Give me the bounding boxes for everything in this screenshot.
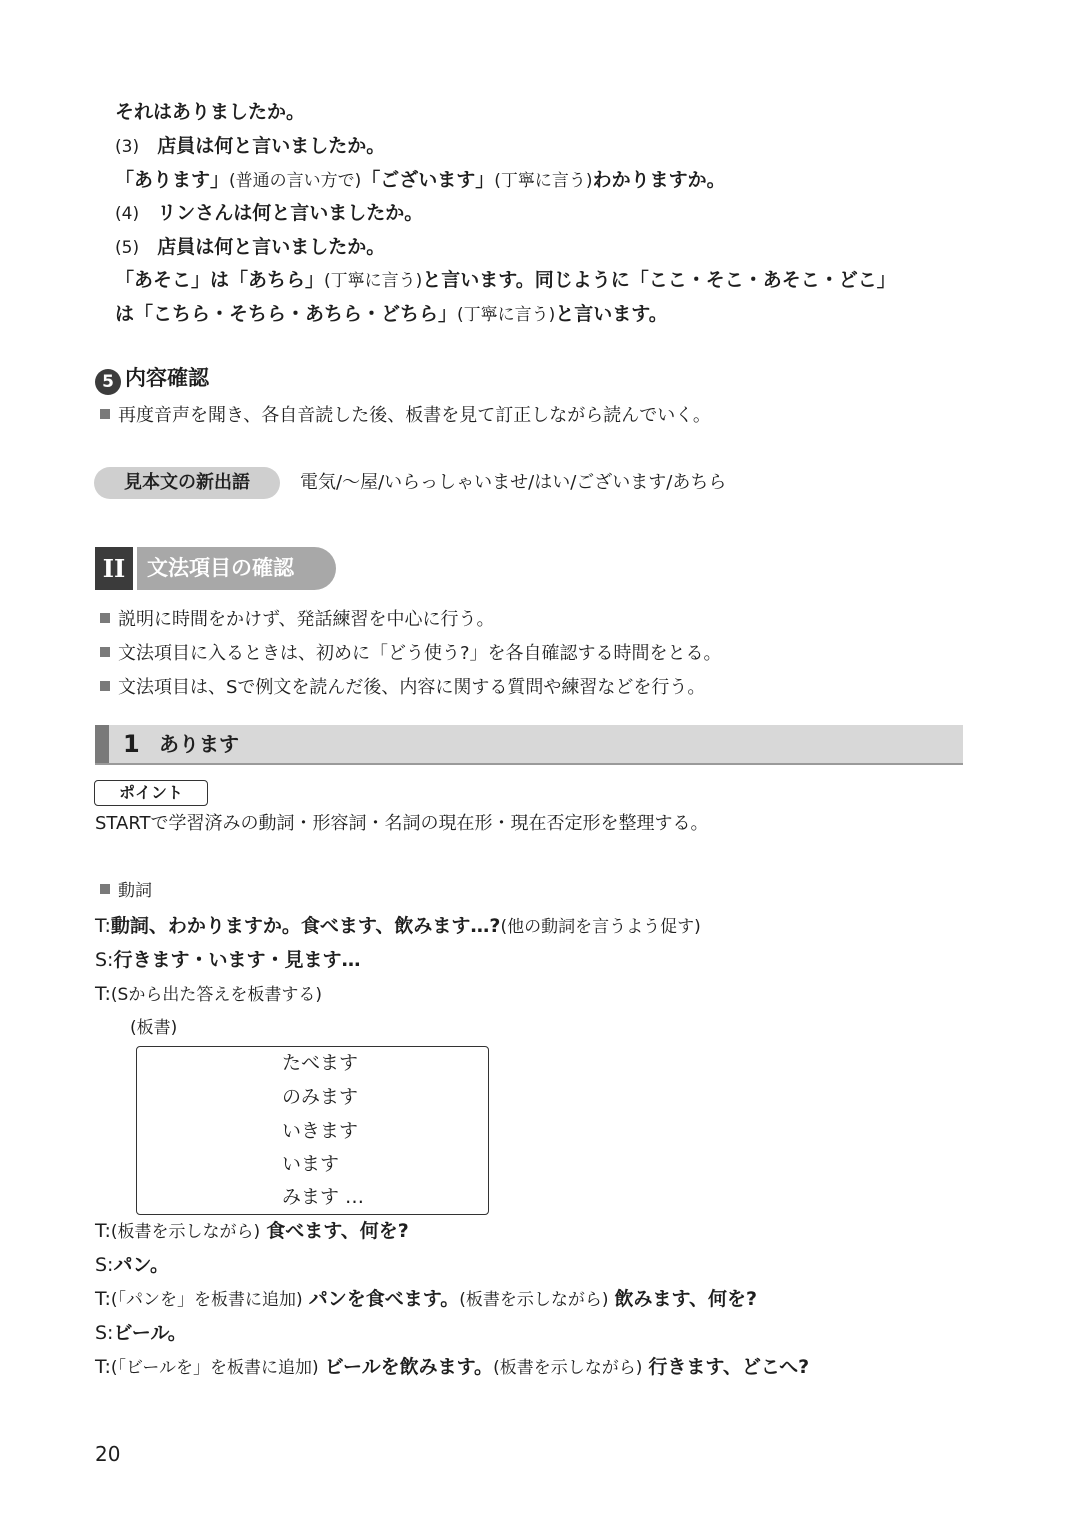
speaker-label: S: [95,949,114,971]
dialog-line [95,1353,809,1382]
dialog-speech: パン。 [113,1254,169,1276]
square-bullet-icon [100,681,110,691]
text-bold: と言います。 [555,303,668,325]
dialog-speech: 飲みます、何を? [614,1288,758,1310]
blackboard-box [136,1046,489,1215]
bullet-item [100,674,705,702]
subsection-text: 動詞 [118,881,152,901]
vocab-label: 見本文の新出語 [94,467,280,499]
section-title: 内容確認 [125,366,209,390]
dialog-speech: 行きます、どこへ? [648,1356,810,1378]
speaker-label: T: [95,1356,111,1378]
text-bold: 「ございます」 [361,169,495,191]
dialog-note: (板書を示しながら) [459,1290,609,1310]
question-4 [115,199,423,228]
item-number: 1 [123,730,140,758]
dialog-line [95,1285,757,1314]
point-text: STARTで学習済みの動詞・形容詞・名詞の現在形・現在否定形を整理する。 [95,813,709,834]
text-note: (丁寧に言う) [494,171,593,191]
question-5 [115,233,385,262]
bullet-text: 文法項目は、Sで例文を読んだ後、内容に関する質問や練習などを行う。 [118,677,706,698]
question-number: (5) [115,238,140,258]
text-note: (丁寧に言う) [324,271,423,291]
dialog-line [95,1251,169,1279]
text-bold: 「あそこ」は「あちら」 [115,269,325,291]
text-note: (丁寧に言う) [457,305,556,325]
dialog-speech: 食べます、何を? [266,1220,409,1242]
question-text: 店員は何と言いましたか。 [157,135,386,157]
board-word: みます … [282,1186,365,1208]
dialog-speech: 動詞、わかりますか。食べます、飲みます…? [110,915,501,937]
dialog-note: (他の動詞を言うよう促す) [500,917,701,937]
dialog-line [95,912,701,941]
item-title: あります [159,732,239,756]
item-heading-bar [95,725,963,765]
question-3 [115,132,385,161]
bullet-item [100,640,722,668]
board-word: います [282,1153,340,1175]
text-bold: 「あります」 [115,169,230,191]
board-label: (板書) [130,1018,178,1038]
question-number: (3) [115,137,140,157]
line-text: それはありましたか。 [115,101,306,123]
text-bold: と言います。同じように「ここ・そこ・あそこ・どこ」 [422,269,896,291]
dialog-speech: 行きます・います・見ます… [113,949,361,971]
dialog-line [95,1319,187,1347]
speaker-label: S: [95,1322,114,1344]
bullet-text: 再度音声を聞き、各自音読した後、板書を見て訂正しながら読んでいく。 [118,405,711,426]
bullet-item [100,606,495,634]
vocab-words: 電気/〜屋/いらっしゃいませ/はい/ございます/あちら [300,472,727,493]
dialog-note: (「パンを」を板書に追加) [110,1290,303,1310]
bar-edge [95,725,109,763]
question-text: 店員は何と言いましたか。 [157,236,386,258]
square-bullet-icon [100,613,110,623]
dialog-speech: パンを食べます。 [308,1288,460,1310]
text-note: (普通の言い方で) [229,171,362,191]
dialog-note: (板書を示しながら) [110,1222,261,1242]
text-line [115,166,726,195]
text-line [115,300,668,329]
speaker-label: T: [95,915,111,937]
text-line [115,98,305,126]
part-title: 文法項目の確認 [137,547,336,590]
part-number: II [95,547,133,590]
speaker-label: S: [95,1254,114,1276]
board-word: いきます [282,1120,359,1142]
board-word: のみます [282,1086,359,1108]
question-number: (4) [115,204,140,224]
page-number: 20 [95,1442,121,1466]
dialog-note: (板書を示しながら) [493,1358,643,1378]
text-bold: は「こちら・そちら・あちら・どちら」 [115,303,458,325]
part-banner [95,547,336,590]
text-bold: わかりますか。 [592,169,726,191]
dialog-note: (Sから出た答えを板書する) [110,985,322,1005]
section-heading [95,364,209,395]
dialog-line [95,1217,409,1246]
dialog-line [95,946,360,974]
dialog-note: (「ビールを」を板書に追加) [110,1358,319,1378]
point-label: ポイント [94,780,208,806]
question-text: リンさんは何と言いましたか。 [157,202,424,224]
square-bullet-icon [100,647,110,657]
speaker-label: T: [95,983,111,1005]
dialog-speech: ビールを飲みます。 [324,1356,494,1378]
square-bullet-icon [100,409,110,419]
bullet-item [100,402,711,430]
subsection-label [100,877,152,905]
text-line [115,266,896,295]
square-bullet-icon [100,884,110,894]
speaker-label: T: [95,1288,111,1310]
number-circle-icon: 5 [95,369,121,395]
dialog-line [95,980,322,1009]
bullet-text: 文法項目に入るときは、初めに「どう使う?」を各自確認する時間をとる。 [118,643,722,664]
dialog-speech: ビール。 [113,1322,187,1344]
speaker-label: T: [95,1220,111,1242]
board-word: たべます [282,1052,359,1074]
bullet-text: 説明に時間をかけず、発話練習を中心に行う。 [118,609,495,630]
